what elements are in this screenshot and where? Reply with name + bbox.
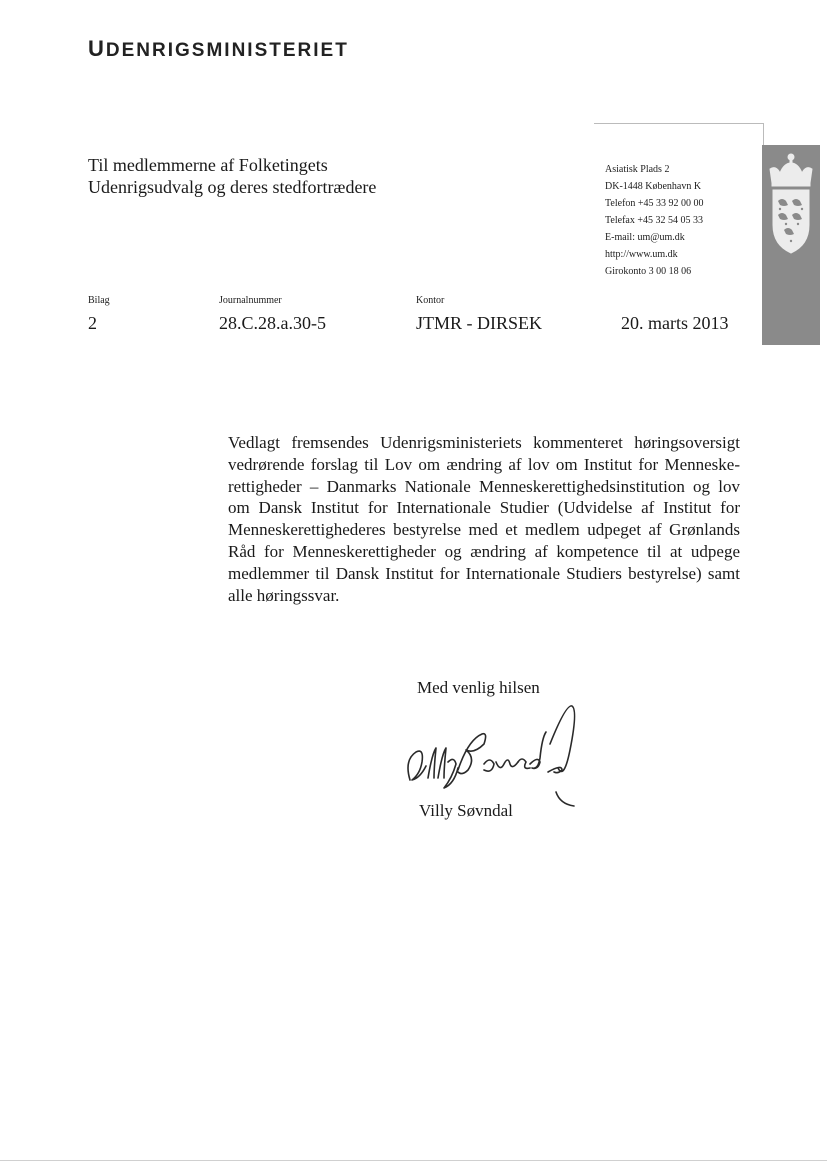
danish-coat-of-arms-icon bbox=[762, 145, 820, 275]
ministry-name-initial: U bbox=[88, 36, 106, 61]
recipient-line-2: Udenrigsudvalg og deres stedfortrædere bbox=[88, 177, 377, 197]
address-website: http://www.um.dk bbox=[605, 249, 678, 260]
emblem-top-rule bbox=[763, 123, 764, 145]
page-bottom-rule bbox=[0, 1160, 827, 1161]
letter-body: Vedlagt fremsendes Udenrigsministeriets kommenteret høringsoversigt vedrørende forslag til Lov om ændring af lov om Institut for Menneske-rettigheder – Danmarks Nationale Menneskerettighedsinstitution og lov om Dansk Institut for Internationale Studier (Udvidelse af Institut for Menneskerettighederes bestyrelse med et medlem udpeget af Grønlands Råd for Menneskerettigheder og ændring af kompetence til at udpege medlemmer til Dansk Institut for Internationale Studiers bestyrelse) samt alle høringssvar. bbox=[228, 433, 740, 605]
kontor-value: JTMR - DIRSEK bbox=[416, 313, 543, 333]
recipient-line-1: Til medlemmerne af Folketingets bbox=[88, 155, 328, 175]
address-fax: Telefax +45 32 54 05 33 bbox=[605, 215, 703, 226]
address-top-rule bbox=[594, 123, 764, 124]
ministry-name bbox=[88, 36, 349, 62]
recipient-block bbox=[88, 154, 376, 198]
bilag-label: Bilag bbox=[88, 295, 110, 306]
closing-greeting: Med venlig hilsen bbox=[417, 678, 540, 697]
sender-address-block bbox=[605, 161, 704, 280]
journal-label: Journalnummer bbox=[219, 295, 282, 306]
date-value: 20. marts 2013 bbox=[621, 313, 729, 333]
address-email: E-mail: um@um.dk bbox=[605, 232, 685, 243]
kontor-label: Kontor bbox=[416, 295, 445, 306]
emblem-panel bbox=[762, 145, 820, 345]
bilag-value: 2 bbox=[88, 313, 97, 333]
address-phone: Telefon +45 33 92 00 00 bbox=[605, 198, 704, 209]
address-giro: Girokonto 3 00 18 06 bbox=[605, 266, 692, 277]
address-postal: DK-1448 København K bbox=[605, 181, 702, 192]
address-street: Asiatisk Plads 2 bbox=[605, 164, 670, 175]
ministry-name-rest: DENRIGSMINISTERIET bbox=[105, 40, 349, 61]
journal-value: 28.C.28.a.30-5 bbox=[219, 313, 326, 333]
signer-name: Villy Søvndal bbox=[419, 801, 513, 820]
